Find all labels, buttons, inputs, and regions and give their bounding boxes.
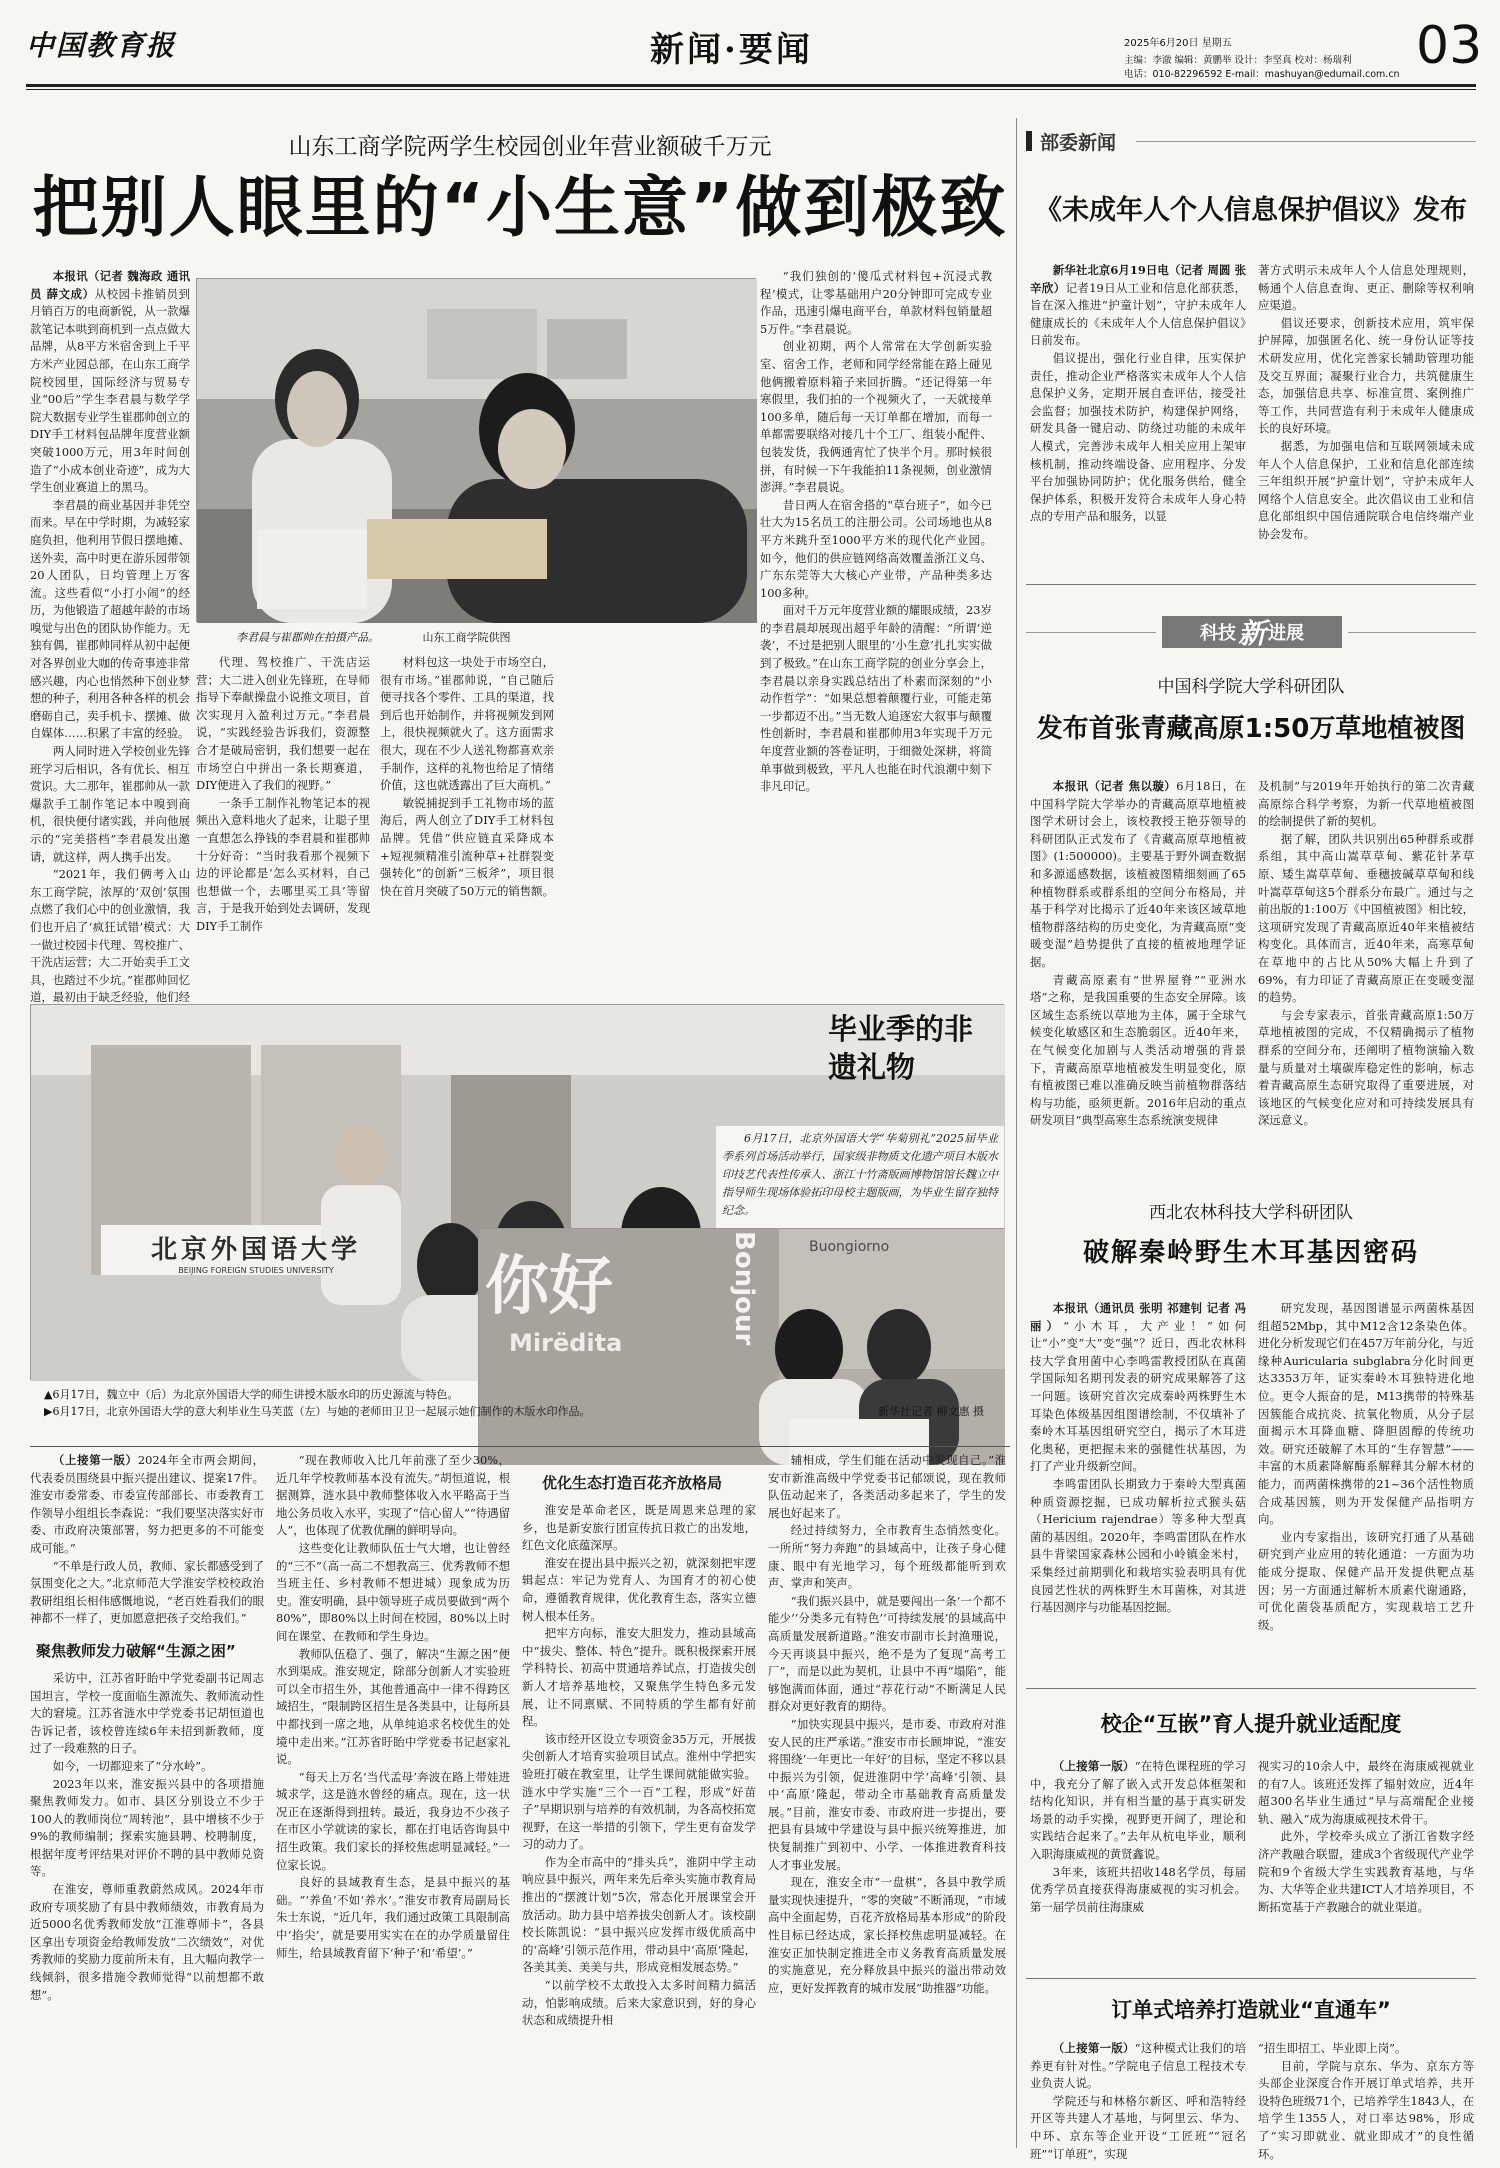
right-bot-story1-headline: 校企“互嵌”育人提升就业适配度 xyxy=(1100,1712,1402,1736)
ministry-col2 xyxy=(1258,262,1474,562)
section-label-bar xyxy=(1026,131,1032,151)
tech-story1-kicker: 中国科学院大学科研团队 xyxy=(1157,677,1345,697)
tech-s1-col1-p1: 6月18日，在中国科学院大学举办的青藏高原草地植被图学术研讨会上，该校教授王艳芬领导的科研团队正式发布了《青藏高原草地植被图》(1:500000)。主要基于野外调查数据和多源遥感数据，该植被图精细刻画了65种植物群系或群系组的空间分布格局，并基于科学对比揭示了近40年来该区域草地植物群落结构的历史变化，为青藏高原“变暖变湿”趋势提供了直接的植被地理学证据。 xyxy=(1030,779,1246,969)
cont-col1-p5: 2023年以来，淮安振兴县中的各项措施聚焦教师发力。如市、县区分别设立不少于100人的教师岗位“周转池”，县中增核不少于9%的教师编制；探索实施县聘、校聘制度，根据年度考评结果对评价不聘的县中教师兑资等。 xyxy=(30,1776,264,1879)
right-bot-s2-col1-p1: “这种模式让我们的培养更有针对性。”学院电子信息工程技术专业负责人说。 xyxy=(1030,2041,1246,2091)
right-bot-s2-jump: （上接第一版） xyxy=(1052,2041,1135,2055)
right-mid-divider xyxy=(1026,1688,1476,1689)
masthead-rule-thin xyxy=(26,89,1476,90)
cont-col3-p6: “以前学校不太敢投入太多时间精力搞活动，怕影响成绩。后来大家意识到，好的身心状态和成绩提升相 xyxy=(522,1978,756,2028)
tech-label-box xyxy=(1162,616,1342,648)
right-bot-s1-col2 xyxy=(1258,1758,1474,1982)
lead-col2-p1: 代理、驾校推广、干洗店运营；大二进入创业先锋班，在导师指导下奉献操盘小说推文项目，首次实现月入盈利过万元。”李君晨说，“实践经验告诉我们，资源整合才是破局密钥，我们想要一起在市场空白中拼出一条长期赛道，DIY便进入了我们的视野。” xyxy=(196,655,370,793)
lead-photo-scene xyxy=(197,279,757,623)
lead-headline: 把别人眼里的“小生意”做到极致 xyxy=(32,169,1008,246)
feature-banner-sub: BEIJING FOREIGN STUDIES UNIVERSITY xyxy=(178,1266,334,1275)
tech-s2-col2-p2: 业内专家指出，该研究打通了从基础研究到产业应用的转化通道：一方面为功能成分提取、保健产品开发提供靶点基因；另一方面通过解析木质素代谢通路，可优化菌袋基质配方，实现栽培工艺升级。 xyxy=(1258,1529,1474,1632)
cont-col1-p1: 2024年全市两会期间，代表委员围绕县中振兴提出建议、提案17件。淮安市委常委、市委宣传部部长、市委教育工作领导小组组长李森说：“我们要坚决落实好市委、市政府决策部署，努力把更多的不可能变成可能。” xyxy=(30,1453,264,1555)
wall-text-4: Buongiorno xyxy=(809,1239,890,1255)
tech-s2-col1-p1: “小木耳，大产业！”如何让“小”变“大”变“强”？近日，西北农林科技大学食用菌中心李鸣雷教授团队在真菌学国际知名期刊发表的研究成果解答了这一问题。该研究首次完成秦岭两株野生木耳染色体级基因组图谱绘制，不仅填补了秦岭木耳基因组研究空白，揭示了木耳进化奥秘，更把握未来的强健性状基因，为打了产业升级新空间。 xyxy=(1030,1318,1246,1474)
lead-photo xyxy=(196,278,756,622)
lead-col1-p3: 两人同时进入学校创业先锋班学习后相识，各有优长、相互赏识。大二那年，崔郡帅从一款爆款手工制作笔记本中嗅到商机，很快便付诸实践，并向他展示的“完美搭档”李君晨发出邀请，就这样，两人携手出发。 xyxy=(30,744,190,864)
tech-s1-col2-p1: 及机制”与2019年开始执行的第二次青藏高原综合科学考察，为新一代草地植被图的绘制提供了新的契机。 xyxy=(1258,779,1474,829)
lead-col1-p1: 从校园卡推销员到月销百万的电商新锐，从一款爆款笔记本哄到商机到一点点做大品牌，从8平方米宿舍到上千平方米产业园总部，在山东工商学院校园里，国际经济与贸易专业“00后”学生李君晨与数学学院大数据专业学生崔郡帅创立的DIY手工材料包品牌年度营业额突破1000万元，用3年时间创造了“小成本创业奇迹”，成为大学生创业赛道上的黑马。 xyxy=(30,286,190,495)
masthead xyxy=(0,0,1500,84)
cont-subhead-1: 聚焦教师发力破解“生源之困” xyxy=(36,1641,236,1660)
cont-col2 xyxy=(276,1452,510,2142)
ministry-byline: 新华社北京6月19日电（记者 周圆 张辛欣） xyxy=(1030,263,1246,295)
feature-headline: 毕业季的非遗礼物 xyxy=(828,1012,974,1084)
cont-col4 xyxy=(768,1452,1006,2142)
right-bot-s1-col1-p2: 3年来，该班共招收148名学员，每届优秀学员直接获得海康威视的实习机会。第一届学员前往海康威 xyxy=(1030,1864,1246,1914)
right-bot-s1-col1-p1: “在特色课程班的学习中，我充分了解了嵌入式开发总体框架和结构化知识，并有相当量的基于真实研发场景的动手实操，视野更开阔了，理论和实践结合起来了。”去年从杭电毕业，顺利入职海康威视的黄贤鑫说。 xyxy=(1030,1759,1246,1861)
tech-story2-headline: 破解秦岭野生木耳基因密码 xyxy=(1082,1238,1419,1268)
cont-col3 xyxy=(522,1452,756,2142)
column-divider xyxy=(1016,118,1017,2148)
lead-kicker: 山东工商学院两学生校园创业年营业额破千万元 xyxy=(288,134,772,160)
cont-col4-p3: “我们振兴县中，就是要闯出一条‘一个都不能少’‘分类多元有特色’‘可持续发展’的县域高中高质量发展新道路。”淮安市副市长封渔珊说，今天再谈县中振兴，绝不是为了复现“高考工厂”，而是以此为契机，让县中不再“塌陷”，能够饱满而体面，通过“荐花行动”不断满足人民群众对更好教育的期待。 xyxy=(768,1593,1006,1714)
right-bot-s1-col1 xyxy=(1030,1758,1246,1982)
lead-col1-p4: “2021年，我们俩考入山东工商学院，浓厚的‘双创’氛围点燃了我们心中的创业激情，我们也开启了‘疯狂试错’模式：大一做过校园卡代理、驾校推广、干洗店运营；大二开始卖手工文具，也踏过不少坑。”崔郡帅回忆道，最初由于缺乏经验，他们经 xyxy=(30,867,190,1005)
tech-s1-col1-p2: 青藏高原素有“世界屋脊”“亚洲水塔”之称，是我国重要的生态安全屏障。该区域生态系统以草地为主体，属于全球气候变化敏感区和生态脆弱区。近40年来，在气候变化加剧与人类活动增强的背景下，青藏高原草地植被发生明显变化，原有植被图已难以准确反映当前植物群落结构与功能，亟须更新。2016年启动的重点研发项目“典型高寒生态系统演变规律 xyxy=(1030,972,1246,1128)
credits-line-2: 电话：010-82296592 E-mail：mashuyan@edumail.com.cn xyxy=(1124,69,1400,80)
right-bot-s2-col2 xyxy=(1258,2040,1474,2161)
tech-story2-kicker: 西北农林科技大学科研团队 xyxy=(1149,1203,1353,1223)
feature-caption-text: 6月17日，北京外国语大学“华菊别礼”2025届毕业季系列首场活动举行，国家级非物质文化遗产项目木版水印技艺代表性传承人、浙江十竹斋版画博物馆馆长魏立中指导师生现场体验拓印母校主题版画，为毕业生留存独特纪念。 xyxy=(722,1132,998,1217)
ministry-col1 xyxy=(1030,262,1246,562)
ministry-col1-p2: 倡议提出，强化行业自律，压实保护责任，推动企业严格落实未成年人个人信息保护义务，定期开展自查评估，接受社会监督；加强技术防护，构建保护网络，研发具备一键启动、防绕过功能的未成年人模式，完善涉未成年人相关应用上架审核机制，推动终端设备、应用程序、分发平台加强协同防护；优化服务供给，健全保护体系，积极开发符合未成年人身心特点的专用产品和服务，以显 xyxy=(1030,350,1246,524)
right-bot-s2-col1-p2: 学院还与和林格尔新区、呼和浩特经开区等共建人才基地，与阿里云、华为、中环、京东等企业开设“工匠班”“冠名班”“订单班”，实现 xyxy=(1030,2093,1246,2161)
tech-s2-col1-p2: 李鸣雷团队长期致力于秦岭大型真菌种质资源挖掘，已成功解析拉式猴头菇（Hericium rajendrae）等多种大型真菌的基因组。2020年，李鸣雷团队在柞水县牛背梁国家森林公园和小岭镇金米村，采集经过前期驯化和栽培实验表明具有优良园艺性状的两株野生木耳菌株，对其进行基因测序与功能基因挖掘。 xyxy=(1030,1476,1246,1615)
tech-label-line-right xyxy=(1348,632,1476,633)
lead-col3-p1: 材料包这一块处于市场空白，很有市场。”崔郡帅说，“自己随后便寻找各个零件、工具的渠道，找到后也开始制作，并将视频发到网上，很快视频就火了。这方面需求很大，现在不少人送礼物都喜欢亲手制作，这样的礼物也给足了情绪价值，这也就透露出了巨大商机。” xyxy=(380,655,554,793)
wall-text-2: Bonjour xyxy=(729,1231,759,1346)
wall-text-1: 你好 xyxy=(485,1250,613,1324)
tech-s1-byline: 本报讯（记者 焦以璇） xyxy=(1052,779,1177,793)
right-bot-s2-col2-p1: “招生即招工、毕业即上岗”。 xyxy=(1258,2041,1407,2055)
lead-col2-p2: 一条手工制作礼物笔记本的视频出入意料地火了起来，让聪子里一直想怎么挣钱的李君晨和崔郡帅十分好奇：“当时我看那个视频下边的评论都是‘怎么买材料，自己也想做一个，去哪里买工具’等留言，于是我开始到处去调研，发现DIY手工制作 xyxy=(196,795,370,933)
right-bot-s1-col2-p1: 视实习的10余人中，最终在海康威视就业的有7人。该班还发挥了辐射效应，近4年超300名毕业生通过“早与高端配企业接轨、融入”成为海康威视技术骨干。 xyxy=(1258,1759,1474,1826)
right-bot-story2-headline: 订单式培养打造就业“直通车” xyxy=(1111,1998,1391,2022)
cont-col1-p6: 在淮安，尊师重教蔚然成风。2024年市政府专项奖励了有县中教师绩效，市教育局为近5000名优秀教师发放“江淮尊师卡”，各县区拿出专项资金给教师发放“二次绩效”，对优秀教师的奖励力度前所未有，且大幅向教学一线倾斜，很多措施令教师觉得“以前想都不敢想”。 xyxy=(30,1882,264,2002)
tech-label-line-left xyxy=(1026,632,1156,633)
cont-col2-p1: “现在教师收入比几年前涨了至少30%，近几年学校教师基本没有流失。”胡恒道说，根据测算，涟水县中教师整体收入水平略高于当地公务员收入水平，实现了“信心留人”“待遇留人”，也体现了优教优酬的鲜明导向。 xyxy=(276,1453,510,1538)
tech-story1-headline: 发布首张青藏高原1:50万草地植被图 xyxy=(1036,714,1466,744)
feature-banner xyxy=(121,1229,391,1275)
feature-photo-caption xyxy=(44,1386,1004,1420)
tech-s1-col2 xyxy=(1258,778,1474,1308)
tech-s2-col2-p1: 研究发现，基因图谱显示两菌株基因组超52Mbp，其中M12含12条染色体。进化分析发现它们在457万年前分化，与近缘种Auricularia subglabra分化时间更达3353万年，证实秦岭木耳独特进化地位。更令人振奋的是，M13携带的特殊基因簇能合成抗炎、抗氧化物质，从分子层面揭示木耳降血糖、降胆固醇的传统功效。研究还破解了木耳的“生存智慧”——丰富的木质素降解酶系解释其分解木材的能力，而两菌株携带的21~36个活性物质合成基因簇，则为开发保健产品指明方向。 xyxy=(1258,1301,1474,1527)
section-title: 新闻·要闻 xyxy=(650,30,813,70)
tech-s2-col1 xyxy=(1030,1300,1246,1690)
tech-s1-col2-p2: 据了解，团队共识别出65种群系或群系组，其中高山嵩草草甸、紫花针茅草原、矮生嵩草草甸、垂穗披碱草草甸和线叶嵩草草甸这5个群系分布最广。通过与之前出版的1:100万《中国植被图》相比较，这项研究发现了青藏高原近40年来植被结构变化。具体而言，近40年来，高寒草甸在草地中的占比从50%大幅上升到了69%，有力印证了青藏高原正在变暖变湿的趋势。 xyxy=(1258,831,1474,1005)
cont-col4-p4: “加快实现县中振兴，是市委、市政府对淮安人民的庄严承诺。”淮安市市长顾坤说，“淮安将围绕‘一年更比一年好’的目标，坚定不移以县中振兴为引领，促进淮阴中学‘高峰’引领、县中‘高原’隆起，带动全市基础教育高质量发展。”目前，淮安市委、市政府进一步提出，要把县有县域中学建设与县中振兴统筹推进，加快复制推广到初中、小学、一体推进教育科技人才事业发展。 xyxy=(768,1716,1006,1872)
feature-photo-caption-1: ▲6月17日，魏立中（后）为北京外国语大学的师生讲授木版水印的历史源流与特色。 xyxy=(44,1388,459,1401)
cont-col4-p1: 辅相成，学生们能在活动中发现自己。”淮安市新淮高级中学党委书记郁颂说，现在教师队伍动起来了，各类活动多起来了，学生的发展也好起来了。 xyxy=(768,1453,1006,1520)
ministry-col2-p2: 倡议还要求，创新技术应用，筑牢保护屏障，加强匿名化、统一身份认证等技术研发应用，优化完善家长辅助管理功能及交互界面；凝聚行业合力，共筑健康生态，加强信息共享、标准宣贯、案例推广等工作，共同营造有利于未成年人健康成长的良好环境。 xyxy=(1258,315,1474,436)
tech-section-label xyxy=(1026,614,1476,650)
ministry-col2-p3: 据悉，为加强电信和互联网领域未成年人个人信息保护，工业和信息化部连续三年组织开展“护童计划”，守护未成年人网络个人信息安全。此次倡议由工业和信息化部组织中国信通院联合电信终端产业协会发布。 xyxy=(1258,438,1474,541)
cont-jump-label: （上接第一版） xyxy=(52,1453,138,1467)
section-label-ministry-text: 部委新闻 xyxy=(1040,132,1117,154)
section-label-ministry xyxy=(1026,128,1476,154)
lead-col4-p4: 面对千万元年度营业额的耀眼成绩，23岁的李君晨却展现出超乎年龄的清醒：“所谓‘逆袭’，不过是把别人眼里的‘小生意’扎扎实实做到了极致。”在山东工商学院的创业分享会上，李君晨以亲身实践总结出了朴素而深刻的“小动作哲学”：“如果总想着颠覆行业，可能走第一步都迈不出。”当无数人追逐宏大叙事与颠覆性创新时，李君晨和崔郡帅用3年实现千万元年度营业额的答卷证明，于细微处深耕，将简单事做到极致，平凡人也能在时代浪潮中刻下非凡印记。 xyxy=(760,603,992,794)
cont-col3-p5: 作为全市高中的“排头兵”，淮阴中学主动响应县中振兴，两年来先后牵头实施市教育局推出的“摆渡计划”5次，常态化开展课堂会开放活动。助力县中培养拔尖创新人才。该校副校长陈凯说：“县中振兴应发挥市级优质高中的‘高峰’引领示范作用，带动县中‘高原’隆起，各美其美、美美与共，形成竞相发展态势。” xyxy=(522,1854,756,1975)
right-bot-s2-col2-p2: 目前，学院与京东、华为、京东方等头部企业深度合作开展订单式培养，共开设特色班级71个，已培养学生1843人，在培学生1355人，对口率达98%，形成了“实习即就业、就业即成才”的良性循环。 xyxy=(1258,2058,1474,2161)
section-label-ministry-line xyxy=(1136,141,1476,142)
right-bot-s2-col1 xyxy=(1030,2040,1246,2161)
tech-label-suffix: 进展 xyxy=(1268,623,1304,644)
feature-caption xyxy=(722,1130,998,1220)
newspaper-logo: 中国教育报 xyxy=(26,29,177,62)
cont-col3-p4: 该市经开区设立专项资金35万元，开展拔尖创新人才培育实验项目试点。淮州中学把实验班打破在教室里，让学生课间就能做实验。涟水中学实施“三个一百”工程，形成“好苗子”早期识别与培养的有效机制，为各高校拓宽视野，在这一举措的引领下，学生更有奋发学习的动力了。 xyxy=(522,1731,756,1852)
tech-s2-byline: 本报讯（通讯员 张明 祁建钊 记者 冯丽） xyxy=(1030,1301,1246,1333)
wall-text-3: Mirëdita xyxy=(509,1329,623,1357)
feature-photo-credit: 新华社记者 柳文惠 摄 xyxy=(878,1405,984,1418)
cont-col3-p3: 把牢方向标，淮安大胆发力，推动县域高中“拔尖、整体、特色”提升。既积极探索开展学科特长、初高中贯通培养试点，打造拔尖创新人才培养基地校，又聚焦学生特色多元发展，让不同禀赋、不同特质的学生都有好前程。 xyxy=(522,1626,756,1729)
lower-section-rule xyxy=(30,1446,1010,1447)
lead-col2 xyxy=(196,654,370,996)
lead-col4-p3: 昔日两人在宿舍搭的“草台班子”，如今已壮大为15名员工的注册公司。公司场地也从8平方米跳升至1000平方米的现代化产业园。如今，他们的供应链网络高效覆盖浙江义乌、广东东莞等大大核心产业带，产品种类多达100多种。 xyxy=(760,497,992,600)
tech-label-prefix: 科技 xyxy=(1199,623,1236,644)
cont-col2-p4: “每天上万名‘当代孟母’奔波在路上带娃进城求学，这是涟水曾经的痛点。现在，这一状况正在逐渐得到扭转。最近，我身边不少孩子在市区小学就读的家长，都在打电话咨询县中招生政策。我们家长的择校焦虑明显减轻。”一位家长说。 xyxy=(276,1769,510,1872)
cont-col4-p5: 现在，淮安全市“一盘棋”，各县中教学质量实现快速提升，“零的突破”不断涌现，“市域高中全面起势，百花齐放格局基本形成”的阶段性目标已经达成，家长择校焦虑明显减轻。在淮安正加快制定推进全市义务教育高质量发展的实施意见，充分释放县中振兴的溢出带动效应，更好发挥教育的城市发展“助推器”功能。 xyxy=(768,1875,1006,1995)
tech-s2-col2 xyxy=(1258,1300,1474,1690)
page-number: 03 xyxy=(1416,16,1483,76)
feature-banner-text: 北京外国语大学 xyxy=(150,1235,361,1265)
credits-line-1: 主编：李澈 编辑：黄鹏举 设计：李坚真 校对：杨瑞利 xyxy=(1124,55,1352,66)
lead-col1-p2: 李君晨的商业基因并非凭空而来。早在中学时期，为减轻家庭负担，他利用节假日摆地摊、送外卖，高中时更在游乐园带领20人团队，日均管理上万客流。这些看似“小打小闹”的经历，为他锻造了超越年龄的市场嗅觉与出色的团队协作能力。无独有偶，崔郡帅同样从初中起便对各界创业大咖的传奇事迹非常感兴趣，内心也悄然种下创业梦想的种子，利用各种各样的机会磨砺自己，卖手机卡、摆摊、做自媒体……积累了丰富的经验。 xyxy=(30,497,190,741)
cont-col2-p2: 这些变化让教师队伍士气大增，也让曾经的“三不”（高一高二不想教高三、优秀教师不想当班主任、乡村教师不想进城）现象成为历史。淮安明确，县中领导班子成员要做到“两个80%”，即80%以上时间在校园，80%以上时间在课堂、在教师和学生身边。 xyxy=(276,1540,510,1643)
right-bot-s1-jump: （上接第一版） xyxy=(1052,1759,1135,1773)
tech-s1-col2-p3: 与会专家表示，首张青藏高原1:50万草地植被图的完成，不仅精确揭示了植物群系的空间分布，还阐明了植物演输入数量与质量对土壤碳库稳定性的影响，标志着青藏高原生态研究取得了重要进展，对该地区的气候变化应对和可持续发展具有深远意义。 xyxy=(1258,1007,1474,1128)
cont-col3-p2: 淮安在提出县中振兴之初，就深刻把牢逻辑起点：牢记为党育人、为国育才的初心使命，遵循教育规律，优化教育生态，落实立德树人根本任务。 xyxy=(522,1555,756,1623)
lead-col1 xyxy=(30,268,190,1005)
cont-col1-p2: “不单是行政人员，教师、家长都感受到了氛围变化之大。”北京师范大学淮安学校校政治教研组组长相伟感慨地说，“老百姓看我们的眼神都不一样了，更加愿意把孩子交给我们。” xyxy=(30,1558,264,1626)
right-bot-s1-col2-p2: 此外，学校牵头成立了浙江省数字经济产教融合联盟，建成3个省级现代产业学院和9个省级大学生实践教育基地，与华为、大华等企业共建ICT人才培养项目，不断拓宽基于产教融合的就业渠道。 xyxy=(1258,1829,1474,1914)
right-top-divider xyxy=(1026,584,1476,585)
ministry-col2-p1: 著方式明示未成年人个人信息处理规则，畅通个人信息查询、更正、删除等权利响应渠道。 xyxy=(1258,263,1474,313)
right-bot-divider xyxy=(1026,1978,1476,1979)
cont-col2-p5: 良好的县域教育生态，是县中振兴的基础。“‘养鱼’不如‘养水’。”淮安市教育局副局长朱士东说，“近几年，我们通过政策工具限制高中‘掐尖’，就是要用实实在在的办学质量留住师生，给县域教育留下‘种子’和‘希望’。” xyxy=(276,1875,510,1960)
ministry-headline: 《未成年人个人信息保护倡议》发布 xyxy=(1035,195,1467,226)
cont-col4-p2: 经过持续努力，全市教育生态悄然变化。一所所“努力奔跑”的县域高中，让孩子身心健康、眼中有光地学习，每个班级都能听到欢声、掌声和笑声。 xyxy=(768,1523,1006,1591)
tech-label-big: 新 xyxy=(1237,617,1266,650)
lead-col3-p2: 敏锐捕捉到手工礼物市场的蓝海后，两人创立了DIY手工材料包品牌。凭借“供应链直采降成本+短视频精准引流种草+社群裂变强转化”的创新“三板斧”，项目很快在首月突破了50万元的销售额。 xyxy=(380,795,554,898)
masthead-rule xyxy=(26,84,1476,87)
cont-col1-p4: 如今，一切都迎来了“分水岭”。 xyxy=(52,1758,213,1773)
lead-col4-p1: “我们独创的‘傻瓜式材料包+沉浸式教程’模式，让零基础用户20分钟即可完成专业作品，迅速引爆电商平台，单款材料包销量超5万件。”李君晨说。 xyxy=(760,269,992,336)
lead-col3 xyxy=(380,654,554,996)
lead-col4-p2: 创业初期，两个人常常在大学创新实验室、宿舍工作，老师和同学经常能在路上碰见他俩搬着原料箱子来回折腾。“还记得第一年寒假里，我们拍的一个视频火了，一天就接单100多单，随后每一天订单都在增加，而每一单都需要联络对接几十个工厂、组装小配件、包装发货，我俩通宵忙了快半个月。那时候很拼，有时候一下午我能拍11条视频，创业激情澎湃。”李君晨说。 xyxy=(760,339,992,495)
cont-col3-p1: 淮安是革命老区，既是周恩来总理的家乡，也是新安旅行团宣传抗日救亡的出发地，红色文化底蕴深厚。 xyxy=(522,1503,756,1553)
masthead-date: 2025年6月20日 星期五 xyxy=(1124,38,1232,49)
lead-byline: 本报讯（记者 魏海政 通讯员 薛文成） xyxy=(30,269,190,301)
cont-col2-p3: 教师队伍稳了、强了，解决“生源之困”便水到渠成。淮安规定，除部分创新人才实验班可以全市招生外，其他普通高中一律不得跨区域招生，“限制跨区招生是各类县中，让每所县中都找到一席之地，从单纯追求名校优生的处境中走出来。”江苏省盱眙中学党委书记赵家礼说。 xyxy=(276,1646,510,1767)
lead-photo-credit: 山东工商学院供图 xyxy=(422,631,511,644)
cont-subhead-2: 优化生态打造百花齐放格局 xyxy=(542,1474,723,1492)
tech-s1-col1 xyxy=(1030,778,1246,1308)
feature-photo-caption-2: ▶6月17日，北京外国语大学的意大利毕业生马芙蓝（左）与她的老师田卫卫一起展示她们制作的木版水印作品。 xyxy=(44,1405,591,1418)
feature-photo-inset xyxy=(478,1228,1004,1464)
ministry-col1-p1: 记者19日从工业和信息化部获悉，旨在深入推进“护童计划”，守护未成年人健康成长的《未成年人个人信息保护倡议》日前发布。 xyxy=(1030,280,1246,348)
cont-col1 xyxy=(30,1452,264,2142)
lead-col4 xyxy=(760,268,992,996)
lead-photo-caption-text: 李君晨与崔郡帅在拍摄产品。 xyxy=(236,631,379,644)
lead-photo-caption xyxy=(236,630,756,646)
cont-col1-p3: 采访中，江苏省盱眙中学党委副书记周志国坦言，学校一度面临生源流失、教师流动性大的窘境。江苏省涟水中学党委书记胡恒道也告诉记者，该校曾连续6年未招到新教师，度过了一段难熬的日子。 xyxy=(30,1670,264,1756)
